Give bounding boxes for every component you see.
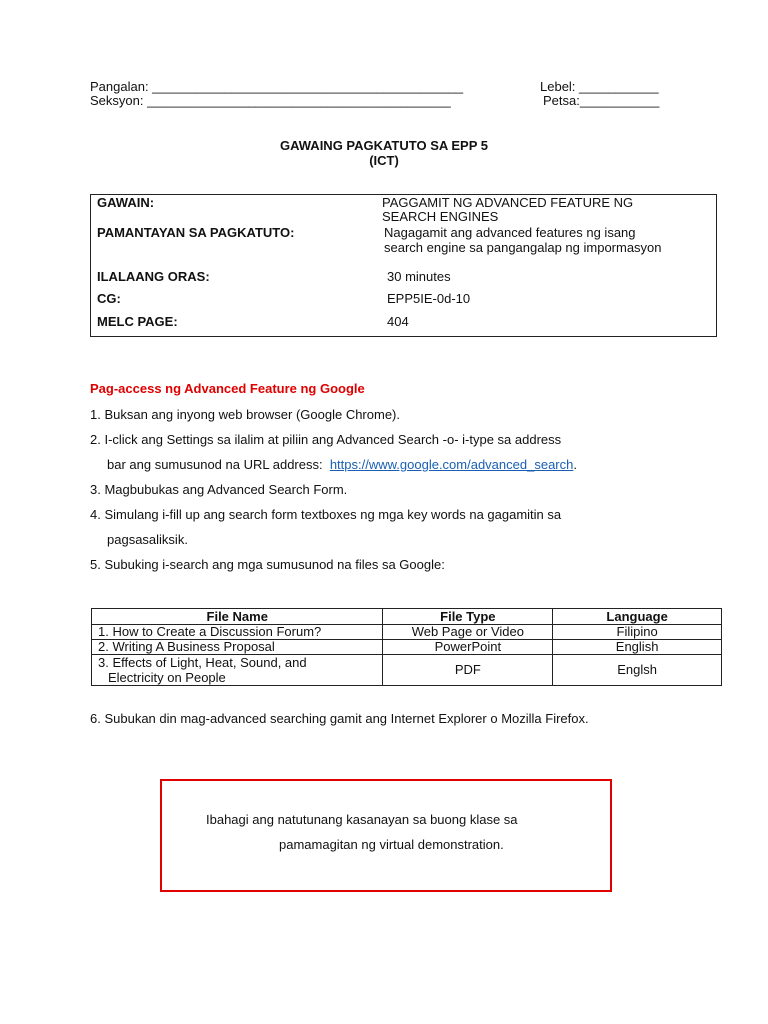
language-cell: English bbox=[553, 640, 722, 655]
step-2-text: bar ang sumusunod na URL address: bbox=[107, 457, 330, 472]
step-2-line1: 2. I-click ang Settings sa ilalim at piliin ang Advanced Search -o- i-type sa address bbox=[90, 432, 562, 447]
section-heading: Pag-access ng Advanced Feature ng Google bbox=[90, 381, 365, 396]
table-row bbox=[92, 640, 722, 655]
pamantayan-value-line1: Nagagamit ang advanced features ng isang bbox=[384, 225, 636, 240]
gawain-value-line1: PAGGAMIT NG ADVANCED FEATURE NG bbox=[382, 195, 634, 210]
cg-label: CG: bbox=[97, 291, 121, 306]
step-2-line2 bbox=[107, 457, 577, 473]
section-field-label: Seksyon: __________________________________________ bbox=[90, 93, 451, 108]
file-name-line1: 3. Effects of Light, Heat, Sound, and bbox=[98, 655, 307, 670]
note-line1: Ibahagi ang natutunang kasanayan sa buong klase sa bbox=[206, 812, 518, 827]
file-name-line2: Electricity on People bbox=[108, 670, 226, 685]
activity-info-box bbox=[90, 194, 717, 337]
document-title: GAWAING PAGKATUTO SA EPP 5 bbox=[279, 138, 489, 153]
step-4-line1: 4. Simulang i-fill up ang search form textboxes ng mga key words na gagamitin sa bbox=[90, 507, 562, 522]
file-name-cell: 2. Writing A Business Proposal bbox=[92, 640, 383, 655]
step-6: 6. Subukan din mag-advanced searching gamit ang Internet Explorer o Mozilla Firefox. bbox=[90, 711, 589, 726]
files-table bbox=[91, 608, 722, 686]
file-name-cell: 1. How to Create a Discussion Forum? bbox=[92, 625, 383, 640]
gawain-label: GAWAIN: bbox=[97, 195, 155, 210]
file-type-cell: PowerPoint bbox=[383, 640, 553, 655]
step-5: 5. Subuking i-search ang mga sumusunod na files sa Google: bbox=[90, 557, 445, 572]
file-type-cell: PDF bbox=[383, 655, 553, 686]
table-header-row bbox=[92, 609, 722, 625]
file-type-cell: Web Page or Video bbox=[383, 625, 553, 640]
file-name-cell bbox=[92, 655, 383, 686]
level-field-label: Lebel: ___________ bbox=[540, 79, 659, 94]
column-header-language: Language bbox=[553, 609, 722, 625]
column-header-file-name: File Name bbox=[92, 609, 383, 625]
share-note-box bbox=[160, 779, 612, 892]
step-4-line2: pagsasaliksik. bbox=[107, 532, 188, 547]
table-row bbox=[92, 655, 722, 686]
step-1: 1. Buksan ang inyong web browser (Google Chrome). bbox=[90, 407, 400, 422]
date-field-label: Petsa:___________ bbox=[543, 93, 660, 108]
gawain-value-line2: SEARCH ENGINES bbox=[382, 209, 499, 224]
ilalaang-oras-label: ILALAANG ORAS: bbox=[97, 269, 210, 284]
step-3: 3. Magbubukas ang Advanced Search Form. bbox=[90, 482, 348, 497]
language-cell: Englsh bbox=[553, 655, 722, 686]
pamantayan-value-line2: search engine sa pangangalap ng impormasyon bbox=[384, 240, 662, 255]
note-line2: pamamagitan ng virtual demonstration. bbox=[279, 837, 504, 852]
document-subtitle: (ICT) bbox=[369, 153, 399, 168]
step-2-period: . bbox=[573, 457, 577, 472]
advanced-search-link[interactable]: https://www.google.com/advanced_search bbox=[329, 457, 574, 472]
name-field-label: Pangalan: ___________________________________________ bbox=[90, 79, 464, 94]
melc-page-value: 404 bbox=[387, 314, 409, 329]
ilalaang-oras-value: 30 minutes bbox=[387, 269, 451, 284]
cg-value: EPP5IE-0d-10 bbox=[387, 291, 471, 306]
melc-page-label: MELC PAGE: bbox=[97, 314, 178, 329]
column-header-file-type: File Type bbox=[383, 609, 553, 625]
language-cell: Filipino bbox=[553, 625, 722, 640]
table-row bbox=[92, 625, 722, 640]
pamantayan-label: PAMANTAYAN SA PAGKATUTO: bbox=[97, 225, 295, 240]
